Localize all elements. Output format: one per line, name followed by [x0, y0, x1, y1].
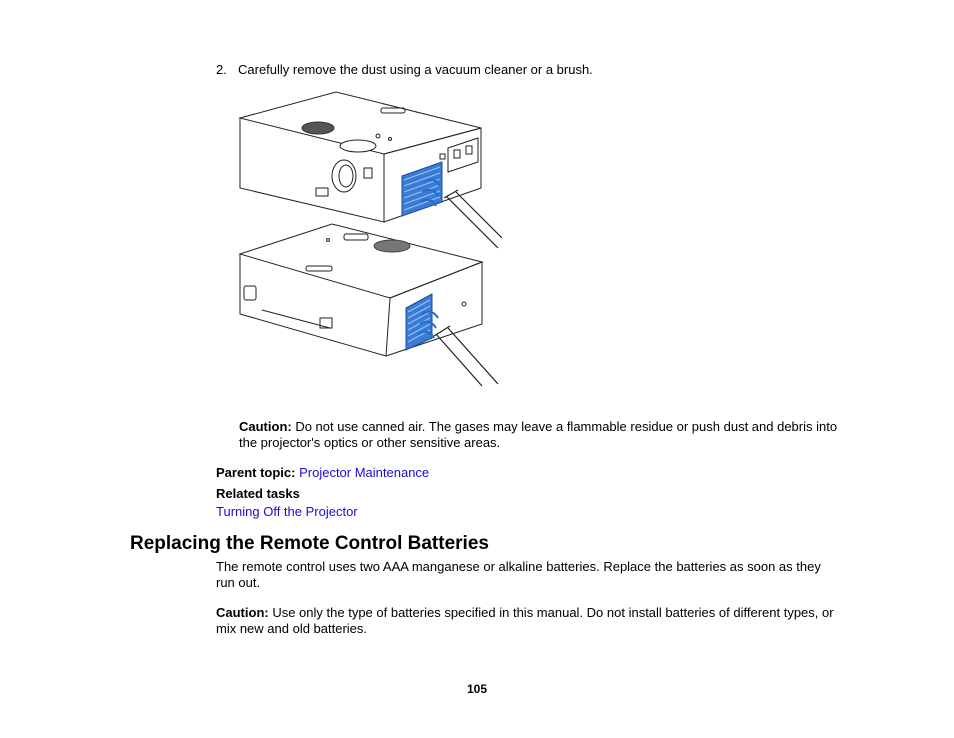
page-number: 105: [466, 682, 488, 696]
caution-text: Use only the type of batteries specified in this manual. Do not install batteries of different types, or mix new and old batteries.: [216, 605, 834, 636]
air-filter-bottom: [406, 294, 438, 350]
caution-label: Caution:: [216, 605, 269, 620]
parent-topic-link[interactable]: Projector Maintenance: [299, 465, 430, 480]
step-2: [216, 62, 593, 78]
caution-batteries: [216, 605, 836, 637]
section-heading: Replacing the Remote Control Batteries: [130, 533, 489, 554]
caution-canned-air: [239, 419, 839, 451]
related-tasks-list: [216, 504, 358, 520]
vacuum-nozzle-bottom: [434, 326, 498, 386]
step-text: Carefully remove the dust using a vacuum cleaner or a brush.: [238, 62, 593, 77]
related-tasks-heading: [216, 486, 300, 502]
related-task-link[interactable]: Turning Off the Projector: [216, 504, 358, 519]
parent-topic: [216, 465, 429, 481]
parent-topic-label: Parent topic:: [216, 465, 296, 480]
projector-top: [240, 92, 481, 222]
step-number: 2.: [216, 62, 227, 77]
caution-label: Caution:: [239, 419, 292, 434]
related-tasks-label: Related tasks: [216, 486, 300, 501]
section-intro: The remote control uses two AAA manganese or alkaline batteries. Replace the batteries as soon as they run out.: [216, 559, 821, 590]
caution-text: Do not use canned air. The gases may leave a flammable residue or push dust and debris into the projector's optics or other sensitive areas.: [239, 419, 838, 450]
vacuum-nozzle-top: [444, 190, 502, 248]
projector-illustration: [236, 88, 502, 388]
air-filter-top: [402, 162, 442, 216]
projector-bottom: [240, 224, 482, 356]
